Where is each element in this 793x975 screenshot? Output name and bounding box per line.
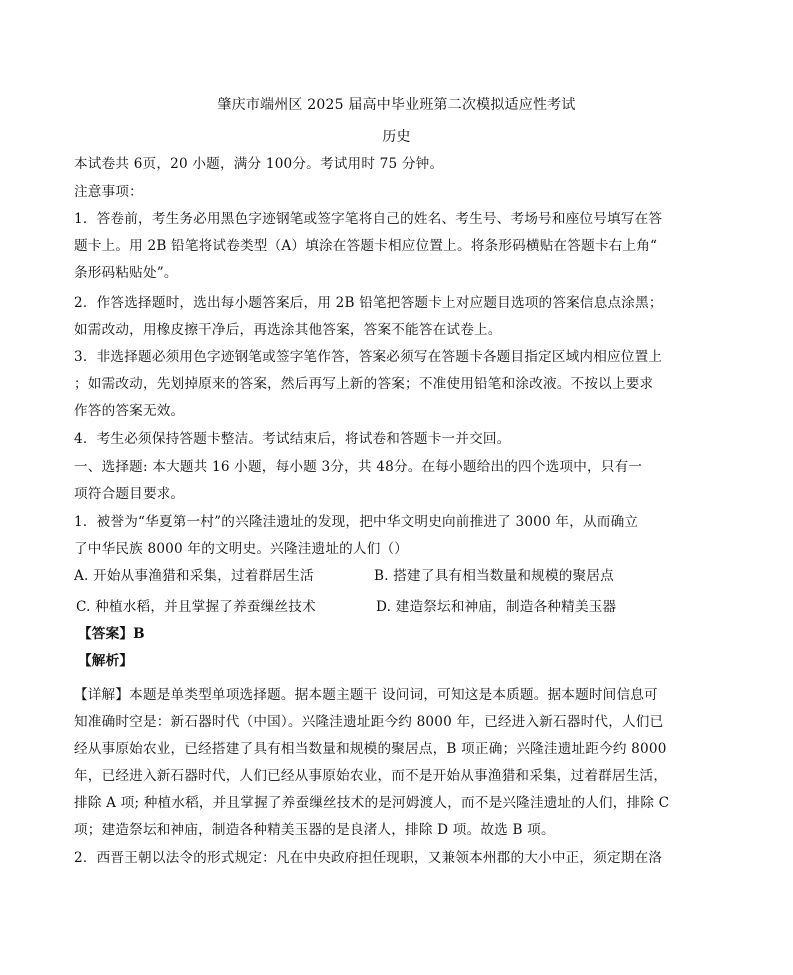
q1-option-b: B. 搭建了具有相当数量和规模的聚居点	[374, 568, 614, 584]
q2-stem-line-1: 2．西晋王朝以法令的形式规定：凡在中央政府担任现职，又兼领本州郡的大小中正，须定期在洛	[74, 850, 663, 866]
note-2-line-2: 如需改动，用橡皮擦干净后，再选涂其他答案，答案不能答在试卷上。	[74, 322, 502, 338]
exam-summary: 本试卷共 6页，20 小题，满分 100分。考试用时 75 分钟。	[74, 156, 444, 172]
q1-stem-line-2: 了中华民族 8000 年的文明史。兴隆洼遗址的人们（）	[74, 541, 409, 557]
q1-detail-line-6: 项；建造祭坛和神庙，制造各种精美玉器的是良渚人，排除 D 项。故选 B 项。	[74, 822, 555, 838]
section1-heading-line-1: 一、选择题: 本大题共 16 小题，每小题 3分，共 48分。在每小题给出的四个选项中，只有一	[74, 459, 643, 475]
subject-title: 历史	[382, 129, 411, 145]
q1-detail-line-5: 排除 A 项; 种植水稻，并且掌握了养蚕缫丝技术的是河姆渡人，而不是兴隆洼遗址的人们，排除 C	[74, 795, 670, 811]
q1-analysis-label: 【解析】	[78, 653, 134, 669]
q1-option-a: A. 开始从事渔猎和采集，过着群居生活	[74, 568, 314, 584]
q1-detail-line-3: 经从事原始农业，已经搭建了具有相当数量和规模的聚居点，B 项正确；兴隆洼遗址距今约 8000	[74, 741, 667, 757]
note-3-line-3: 作答的答案无效。	[74, 403, 185, 419]
note-2-line-1: 2．作答选择题时，选出每小题答案后，用 2B 铅笔把答题卡上对应题目选项的答案信息点涂黑；	[74, 295, 663, 311]
q1-option-d: D. 建造祭坛和神庙，制造各种精美玉器	[376, 599, 617, 615]
note-1-line-1: 1．答卷前，考生务必用黑色字迹钢笔或签字笔将自己的姓名、考生号、考场号和座位号填写在答	[74, 211, 663, 227]
q1-detail-line-2: 知准确时空是：新石器时代（中国）。兴隆洼遗址距今约 8000 年，已经进入新石器时代，人们已	[74, 714, 664, 730]
notes-heading: 注意事项：	[74, 184, 143, 200]
q1-stem-line-1: 1．被誉为“华夏第一村”的兴隆洼遗址的发现，把中华文明史向前推进了 3000 年，从而确立	[74, 514, 639, 530]
note-1-line-2: 题卡上。用 2B 铅笔将试卷类型（A）填涂在答题卡相应位置上。将条形码横贴在答题卡右上角“	[74, 238, 658, 254]
q1-answer: 【答案】B	[78, 626, 145, 642]
note-4-line-1: 4．考生必须保持答题卡整洁。考试结束后，将试卷和答题卡一并交回。	[74, 431, 511, 447]
exam-title: 肇庆市端州区 2025 届高中毕业班第二次模拟适应性考试	[217, 97, 576, 113]
q1-detail-line-1: 【详解】本题是单类型单项选择题。据本题主题干 设问词，可知这是本质题。据本题时间信息可	[74, 687, 658, 703]
section1-heading-line-2: 项符合题目要求。	[74, 486, 185, 502]
note-3-line-2: ；如需改动，先划掉原来的答案，然后再写上新的答案；不准使用铅笔和涂改液。不按以上要求	[74, 376, 654, 392]
note-3-line-1: 3．非选择题必须用色字迹钢笔或签字笔作答，答案必须写在答题卡各题目指定区域内相应位置上	[74, 349, 663, 365]
q1-option-c: C. 种植水稻，并且掌握了养蚕缫丝技术	[76, 599, 316, 615]
note-1-line-3: 条形码粘贴处”。	[74, 265, 178, 281]
q1-detail-line-4: 年，已经进入新石器时代，人们已经从事原始农业，而不是开始从事渔猎和采集，过着群居生活，	[74, 768, 668, 784]
